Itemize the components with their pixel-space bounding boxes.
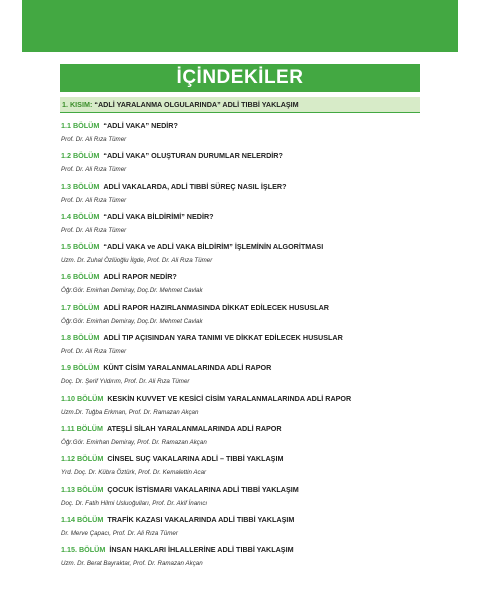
entry-title-line	[61, 151, 421, 161]
toc-entry[interactable]	[61, 424, 421, 454]
toc-entry[interactable]	[61, 121, 421, 151]
entry-title-line	[61, 545, 421, 555]
chapter-authors: Uzm. Dr. Zuhal Özlüoğlu İlgde, Prof. Dr. Ali Rıza Tümer	[61, 257, 213, 265]
chapter-authors: Öğr.Gör. Emirhan Demiray, Doç.Dr. Mehmet Cavlak	[61, 317, 203, 325]
chapter-authors: Doç. Dr. Şerif Yıldırım, Prof. Dr. Ali Rıza Tümer	[61, 378, 190, 386]
chapter-title: “ADLİ VAKA” NEDİR?	[103, 121, 178, 130]
toc-entry[interactable]	[61, 242, 421, 272]
chapter-authors: Prof. Dr. Ali Rıza Tümer	[61, 136, 127, 143]
toc-entry[interactable]	[61, 454, 421, 484]
chapter-number: 1.10 BÖLÜM	[61, 393, 104, 403]
toc-entry[interactable]	[61, 394, 421, 424]
chapter-authors: Uzm.Dr. Tuğba Erkman, Prof. Dr. Ramazan Akçan	[61, 408, 199, 416]
top-green-band	[22, 0, 458, 52]
chapter-authors: Öğr.Gör. Emirhan Demiray, Prof. Dr. Ramazan Akçan	[61, 438, 207, 446]
toc-entry[interactable]	[61, 272, 421, 302]
part-title: “ADLİ YARALANMA OLGULARINDA” ADLİ TIBBİ YAKLAŞIM	[94, 100, 299, 109]
entry-title-line	[61, 424, 421, 434]
chapter-number: 1.8 BÖLÜM	[61, 333, 100, 343]
chapter-authors: Öğr.Gör. Emirhan Demiray, Doç.Dr. Mehmet Cavlak	[61, 287, 203, 295]
chapter-number: 1.2 BÖLÜM	[61, 151, 100, 161]
toc-entry[interactable]	[61, 212, 421, 242]
chapter-title: “ADLİ VAKA BİLDİRİMİ” NEDİR?	[103, 211, 214, 221]
chapter-title: ADLİ RAPOR NEDİR?	[103, 272, 177, 282]
entry-title-line	[61, 333, 421, 343]
chapter-number: 1.9 BÖLÜM	[61, 363, 100, 373]
chapter-title: ADLİ VAKALARDA, ADLİ TIBBİ SÜREÇ NASIL İŞLER?	[103, 181, 287, 191]
chapter-authors: Prof. Dr. Ali Rıza Tümer	[61, 166, 127, 174]
chapter-authors: Uzm. Dr. Berat Bayraktar, Prof. Dr. Ramazan Akçan	[61, 560, 203, 568]
toc-entry[interactable]	[61, 363, 421, 393]
chapter-title: KÜNT CİSİM YARALANMALARINDA ADLİ RAPOR	[103, 363, 272, 373]
entry-title-line	[61, 394, 421, 404]
part-heading	[60, 97, 420, 113]
entry-title-line	[61, 363, 421, 373]
entry-title-line	[61, 485, 421, 495]
chapter-number: 1.5 BÖLÜM	[61, 242, 100, 252]
chapter-authors: Doç. Dr. Fatih Hilmi Usluoğulları, Prof. Dr. Akif İnanıcı	[61, 499, 208, 507]
chapter-number: 1.1 BÖLÜM	[61, 121, 100, 130]
chapter-title: ATEŞLİ SİLAH YARALANMALARINDA ADLİ RAPOR	[106, 423, 282, 433]
chapter-authors: Dr. Merve Çapacı, Prof. Dr. Ali Rıza Tümer	[61, 529, 178, 537]
chapter-authors: Yrd. Doç. Dr. Kübra Öztürk, Prof. Dr. Kemalettin Acar	[61, 469, 207, 477]
chapter-number: 1.15. BÖLÜM	[61, 545, 106, 555]
chapter-number: 1.7 BÖLÜM	[61, 302, 100, 312]
toc-entry[interactable]	[61, 333, 421, 363]
toc-entry[interactable]	[61, 182, 421, 212]
entry-title-line	[61, 242, 421, 252]
chapter-authors: Prof. Dr. Ali Rıza Tümer	[61, 348, 127, 356]
toc-title: İÇİNDEKİLER	[176, 67, 304, 88]
entry-title-line	[61, 272, 421, 282]
toc-entry[interactable]	[61, 303, 421, 333]
chapter-title: ADLİ TIP AÇISINDAN YARA TANIMI VE DİKKAT EDİLECEK HUSUSLAR	[103, 333, 343, 343]
chapter-authors: Prof. Dr. Ali Rıza Tümer	[61, 196, 127, 204]
chapter-number: 1.6 BÖLÜM	[61, 272, 100, 282]
toc-entry[interactable]	[61, 545, 421, 575]
chapter-number: 1.14 BÖLÜM	[61, 514, 104, 524]
chapter-number: 1.3 BÖLÜM	[61, 181, 100, 191]
chapter-title: İNSAN HAKLARI İHLALLERİNE ADLİ TIBBİ YAKLAŞIM	[109, 545, 294, 555]
entry-title-line	[61, 121, 421, 131]
toc-entry[interactable]	[61, 515, 421, 545]
chapter-title: “ADLİ VAKA” OLUŞTURAN DURUMLAR NELERDİR?	[103, 151, 283, 161]
chapter-number: 1.11 BÖLÜM	[61, 423, 103, 433]
entry-title-line	[61, 182, 421, 192]
chapter-number: 1.12 BÖLÜM	[61, 454, 104, 464]
part-number: 1. KISIM:	[62, 100, 93, 109]
entry-title-line	[61, 515, 421, 525]
toc-entry[interactable]	[61, 485, 421, 515]
chapter-number: 1.13 BÖLÜM	[61, 484, 104, 494]
chapter-authors: Prof. Dr. Ali Rıza Tümer	[61, 226, 127, 234]
toc-entry[interactable]	[61, 151, 421, 181]
chapter-title: KESKİN KUVVET VE KESİCİ CİSİM YARALANMALARINDA ADLİ RAPOR	[107, 393, 352, 403]
chapter-title: ÇOCUK İSTİSMARI VAKALARINA ADLİ TIBBİ YAKLAŞIM	[107, 484, 299, 494]
chapter-title: “ADLİ VAKA ve ADLİ VAKA BİLDİRİM” İŞLEMİNİN ALGORİTMASI	[103, 242, 324, 252]
chapter-title: ADLİ RAPOR HAZIRLANMASINDA DİKKAT EDİLECEK HUSUSLAR	[103, 302, 329, 312]
chapter-title: CİNSEL SUÇ VAKALARINA ADLİ – TIBBİ YAKLAŞIM	[107, 454, 284, 464]
entry-title-line	[61, 212, 421, 222]
chapter-title: TRAFİK KAZASI VAKALARINDA ADLİ TIBBİ YAKLAŞIM	[107, 514, 295, 524]
toc-list	[61, 121, 421, 575]
entry-title-line	[61, 303, 421, 313]
entry-title-line	[61, 454, 421, 464]
chapter-number: 1.4 BÖLÜM	[61, 211, 100, 221]
toc-title-bar	[60, 64, 420, 92]
